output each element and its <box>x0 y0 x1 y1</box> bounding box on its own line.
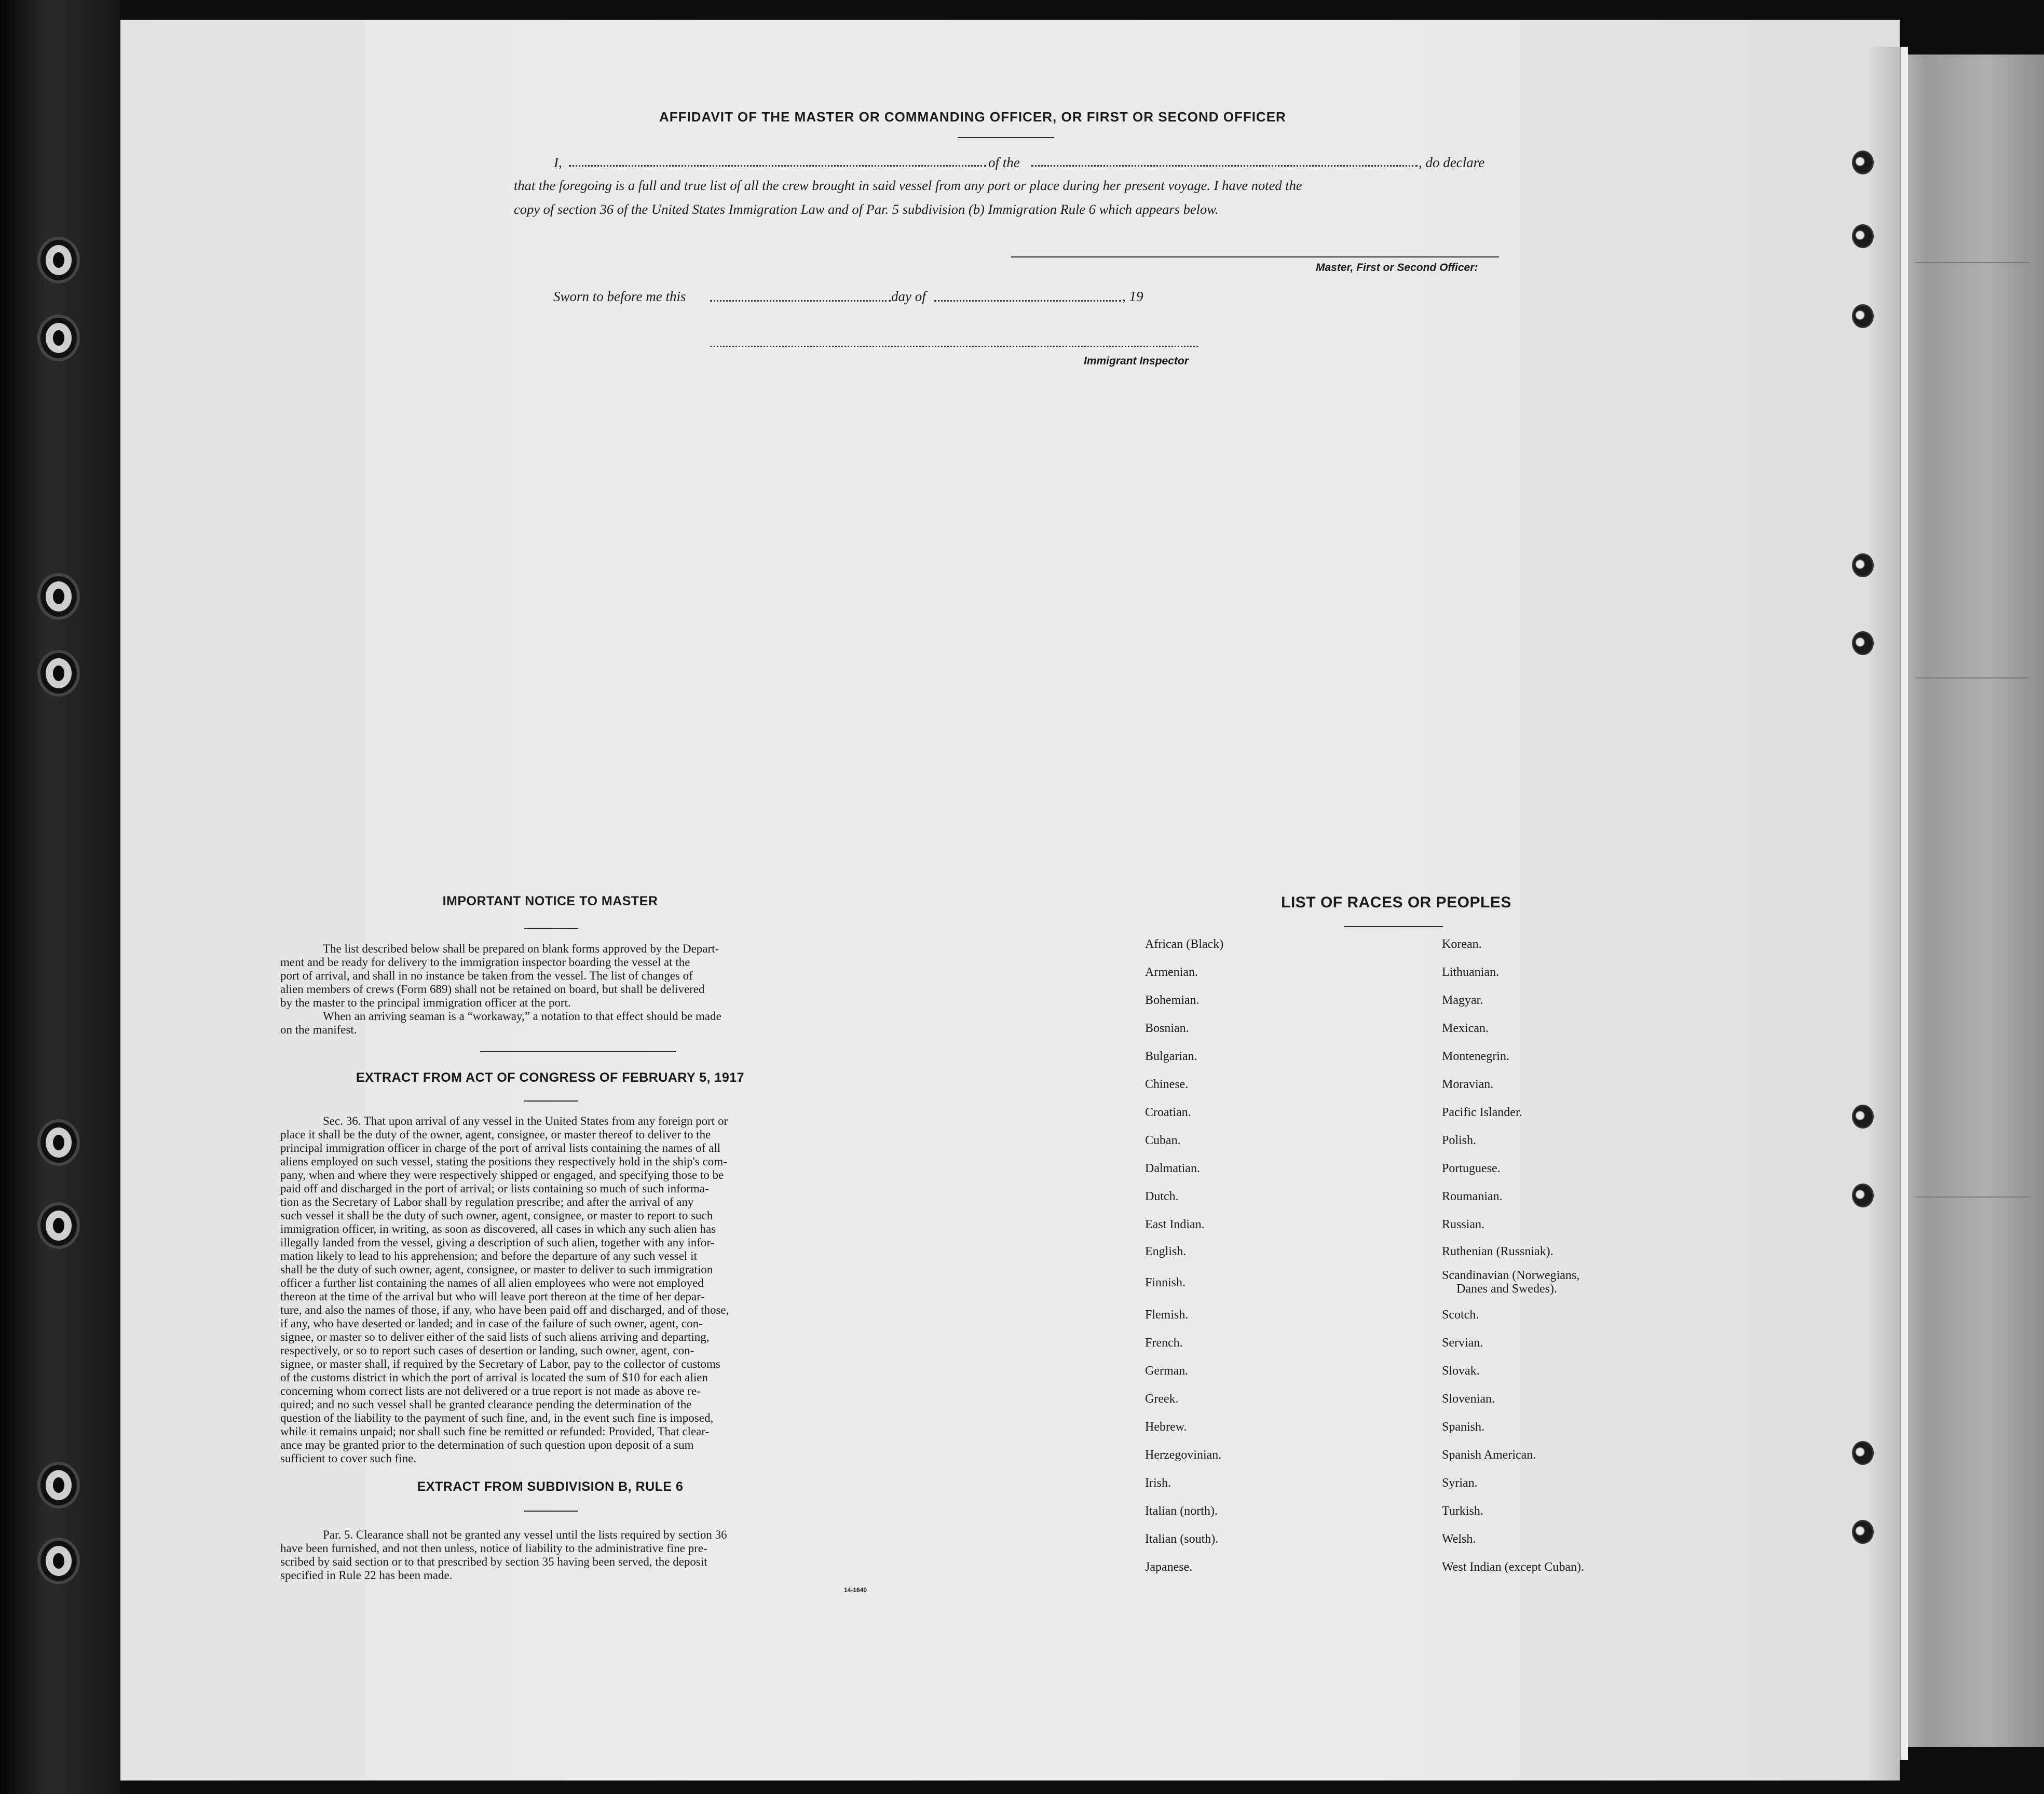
page-edge <box>1900 47 1908 1760</box>
month-blank <box>934 300 1121 302</box>
act-line: paid off and discharged in the port of arrival; or lists containing so much of such informa- <box>280 1182 709 1195</box>
document-page <box>120 20 1900 1781</box>
act-line: respectively, or so to report such cases of desertion or landing, such owner, agent, con- <box>280 1344 694 1357</box>
act-line: concerning whom correct lists are not delivered or a true report is not made as above re- <box>280 1384 701 1397</box>
race-item-right: Spanish. <box>1442 1420 1485 1434</box>
race-item-left: Japanese. <box>1145 1560 1193 1574</box>
race-item-left: Flemish. <box>1145 1308 1189 1322</box>
inspector-line <box>710 346 1198 347</box>
binder-hole <box>40 240 77 280</box>
vessel-blank <box>1031 165 1418 167</box>
day-of-label: day of <box>891 289 926 304</box>
signature-line <box>1011 256 1499 257</box>
underlying-page <box>1900 55 2044 1747</box>
act-line: illegally landed from the vessel, giving a description of such alien, together with any infor- <box>280 1236 715 1249</box>
race-item-left: Herzegovinian. <box>1145 1448 1222 1462</box>
rule-text <box>280 1528 873 1582</box>
inspector-label: Immigrant Inspector <box>1084 355 1189 367</box>
race-item-left: Bohemian. <box>1145 994 1200 1007</box>
notice-rule <box>524 928 578 929</box>
act-line: pany, when and where they were respectively shipped or engaged, and specifying those to be <box>280 1168 724 1181</box>
race-item-left: German. <box>1145 1364 1189 1378</box>
notice-line: ment and be ready for delivery to the immigration inspector boarding the vessel at the <box>280 956 690 969</box>
rule-rule <box>524 1511 578 1512</box>
punch-hole <box>1852 1520 1874 1544</box>
race-item-right: Korean. <box>1442 937 1482 951</box>
act-line: signee, or master so to deliver either of the said lists of such aliens arriving and departing, <box>280 1330 710 1343</box>
race-item-right: Spanish American. <box>1442 1448 1536 1462</box>
race-item-left: Greek. <box>1145 1392 1179 1406</box>
punch-hole <box>1852 553 1874 577</box>
race-item-right: Ruthenian (Russniak). <box>1442 1245 1554 1258</box>
rule-line: Par. 5. Clearance shall not be granted any vessel until the lists required by section 36 <box>323 1528 727 1541</box>
race-item-left: Armenian. <box>1145 966 1198 979</box>
form-number: 14-1640 <box>844 1586 867 1594</box>
race-item-right: Montenegrin. <box>1442 1050 1509 1063</box>
punch-hole <box>1852 1441 1874 1465</box>
act-line: signee, or master shall, if required by the Secretary of Labor, pay to the collector of customs <box>280 1357 720 1370</box>
binder-hole <box>40 318 77 358</box>
act-line: such vessel it shall be the duty of such owner, agent, consignee, or master to report to such <box>280 1209 713 1222</box>
binder-hole <box>40 1541 77 1581</box>
race-item-right: Mexican. <box>1442 1022 1489 1035</box>
race-item-right: Roumanian. <box>1442 1190 1503 1203</box>
act-line: mation likely to lead to his apprehension; and before the departure of any such vessel it <box>280 1249 697 1262</box>
punch-hole <box>1852 224 1874 248</box>
race-item-left: Cuban. <box>1145 1134 1181 1147</box>
rule-line: scribed by said section or to that prescribed by section 35 having been served, the deposit <box>280 1555 707 1568</box>
race-item-left: Irish. <box>1145 1476 1171 1490</box>
act-line: ance may be granted prior to the determination of such question upon deposit of a sum <box>280 1438 694 1451</box>
race-item-right: Syrian. <box>1442 1476 1478 1490</box>
rule-title: EXTRACT FROM SUBDIVISION B, RULE 6 <box>417 1479 684 1494</box>
act-line: question of the liability to the payment of such fine, and, in the event such fine is imposed, <box>280 1411 714 1424</box>
affidavit-statement-cont: copy of section 36 of the United States Immigration Law and of Par. 5 subdivision (b) Immigration Rule 6 which appears below. <box>514 201 1219 217</box>
race-item-left: Hebrew. <box>1145 1420 1187 1434</box>
race-item-left: East Indian. <box>1145 1218 1205 1231</box>
act-line: quired; and no such vessel shall be granted clearance pending the determination of the <box>280 1398 692 1411</box>
punch-hole <box>1852 151 1874 174</box>
act-line: tion as the Secretary of Labor shall by regulation prescribe; and after the arrival of any <box>280 1195 694 1208</box>
title-rule <box>958 137 1054 138</box>
notice-line: on the manifest. <box>280 1023 357 1036</box>
race-item-right: Servian. <box>1442 1336 1483 1350</box>
year-label: , 19 <box>1122 289 1143 304</box>
section-divider <box>480 1051 676 1052</box>
act-line: thereon at the time of the arrival but who will leave port thereon at the time of her depar- <box>280 1290 705 1303</box>
race-item-right: Magyar. <box>1442 994 1483 1007</box>
notice-title: IMPORTANT NOTICE TO MASTER <box>442 894 658 908</box>
race-item-right: Slovak. <box>1442 1364 1480 1378</box>
act-line: aliens employed on such vessel, stating the positions they respectively hold in the ship's com- <box>280 1155 727 1168</box>
binder-hole <box>40 1465 77 1505</box>
act-line: officer a further list containing the names of all alien employees who were not employed <box>280 1276 704 1289</box>
race-item-right: Moravian. <box>1442 1078 1494 1091</box>
race-item-right: Scandinavian (Norwegians, <box>1442 1269 1580 1282</box>
page-edge <box>1869 47 1900 1781</box>
races-rule <box>1344 926 1443 927</box>
race-item-left: Chinese. <box>1145 1078 1189 1091</box>
notice-line: by the master to the principal immigration officer at the port. <box>280 996 571 1009</box>
punch-hole <box>1852 1105 1874 1129</box>
race-item-left: Italian (north). <box>1145 1504 1218 1518</box>
act-line: shall be the duty of such owner, agent, consignee, or master to deliver to such immigration <box>280 1263 713 1276</box>
race-item-right: Turkish. <box>1442 1504 1483 1518</box>
race-item-left: Croatian. <box>1145 1106 1191 1119</box>
race-item-right-continuation: Danes and Swedes). <box>1456 1282 1557 1296</box>
races-title: LIST OF RACES OR PEOPLES <box>1281 894 1511 911</box>
act-line: if any, who have deserted or landed; and in case of the failure of such owner, agent, con- <box>280 1317 703 1330</box>
act-line: while it remains unpaid; nor shall such fine be remitted or refunded: Provided, That clear- <box>280 1425 710 1438</box>
race-item-left: English. <box>1145 1245 1187 1258</box>
punch-hole <box>1852 1184 1874 1207</box>
binder-hole <box>40 653 77 694</box>
notice-line: port of arrival, and shall in no instance be taken from the vessel. The list of changes of <box>280 969 693 982</box>
race-item-left: Finnish. <box>1145 1276 1186 1289</box>
sworn-label: Sworn to before me this <box>553 289 686 304</box>
name-blank <box>569 165 986 167</box>
race-item-right: Scotch. <box>1442 1308 1479 1322</box>
race-item-left: Italian (south). <box>1145 1532 1219 1546</box>
binder-hole <box>40 1122 77 1163</box>
punch-hole <box>1852 631 1874 655</box>
race-item-left: Bulgarian. <box>1145 1050 1197 1063</box>
act-line: ture, and also the names of those, if any, who have been paid off and discharged, and of those, <box>280 1303 729 1316</box>
affidavit-title: AFFIDAVIT OF THE MASTER OR COMMANDING OFFICER, OR FIRST OR SECOND OFFICER <box>659 109 1286 125</box>
signature-label: Master, First or Second Officer: <box>1316 262 1478 274</box>
race-item-left: French. <box>1145 1336 1183 1350</box>
race-item-right: West Indian (except Cuban). <box>1442 1560 1584 1574</box>
race-item-right: Lithuanian. <box>1442 966 1499 979</box>
race-item-right: Portuguese. <box>1442 1162 1501 1175</box>
act-title: EXTRACT FROM ACT OF CONGRESS OF FEBRUARY 5, 1917 <box>356 1070 745 1085</box>
act-line: Sec. 36. That upon arrival of any vessel in the United States from any foreign port or <box>323 1115 728 1127</box>
act-text <box>280 1115 873 1465</box>
race-item-left: Dalmatian. <box>1145 1162 1200 1175</box>
binder-hole <box>40 576 77 617</box>
race-item-right: Pacific Islander. <box>1442 1106 1522 1119</box>
race-item-right: Slovenian. <box>1442 1392 1495 1406</box>
punch-hole <box>1852 304 1874 328</box>
affidavit-i-label: I, <box>554 155 562 170</box>
race-item-left: Dutch. <box>1145 1190 1179 1203</box>
rule-line: specified in Rule 22 has been made. <box>280 1569 453 1582</box>
affidavit-of-the-label: of the <box>988 155 1020 170</box>
affidavit-statement: that the foregoing is a full and true list of all the crew brought in said vessel from any port or place during her present voyage. I have noted the <box>514 178 1302 193</box>
act-line: sufficient to cover such fine. <box>280 1452 417 1465</box>
race-item-right: Russian. <box>1442 1218 1485 1231</box>
day-blank <box>710 300 891 302</box>
notice-line: The list described below shall be prepared on blank forms approved by the Depart- <box>323 942 719 955</box>
act-rule <box>524 1100 578 1102</box>
race-item-left: Bosnian. <box>1145 1022 1189 1035</box>
binder-hole <box>40 1205 77 1246</box>
race-item-right: Polish. <box>1442 1134 1477 1147</box>
binder-strip <box>0 0 120 1794</box>
act-line: immigration officer, in writing, as soon as discovered, all cases in which any such alien has <box>280 1222 716 1235</box>
act-line: principal immigration officer in charge of the port of arrival lists containing the names of all <box>280 1141 720 1154</box>
notice-line: alien members of crews (Form 689) shall not be retained on board, but shall be delivered <box>280 983 705 996</box>
affidavit-declare-label: , do declare <box>1419 155 1485 170</box>
rule-line: have been furnished, and not then unless, notice of liability to the administrative fine pre- <box>280 1542 707 1555</box>
race-item-right: Welsh. <box>1442 1532 1476 1546</box>
act-line: of the customs district in which the port of arrival is located the sum of $10 for each alien <box>280 1371 708 1384</box>
notice-text <box>280 942 873 1037</box>
act-line: place it shall be the duty of the owner, agent, consignee, or master thereof to deliver to the <box>280 1128 711 1141</box>
race-item-left: African (Black) <box>1145 937 1224 951</box>
notice-line: When an arriving seaman is a “workaway,” a notation to that effect should be made <box>323 1010 721 1023</box>
